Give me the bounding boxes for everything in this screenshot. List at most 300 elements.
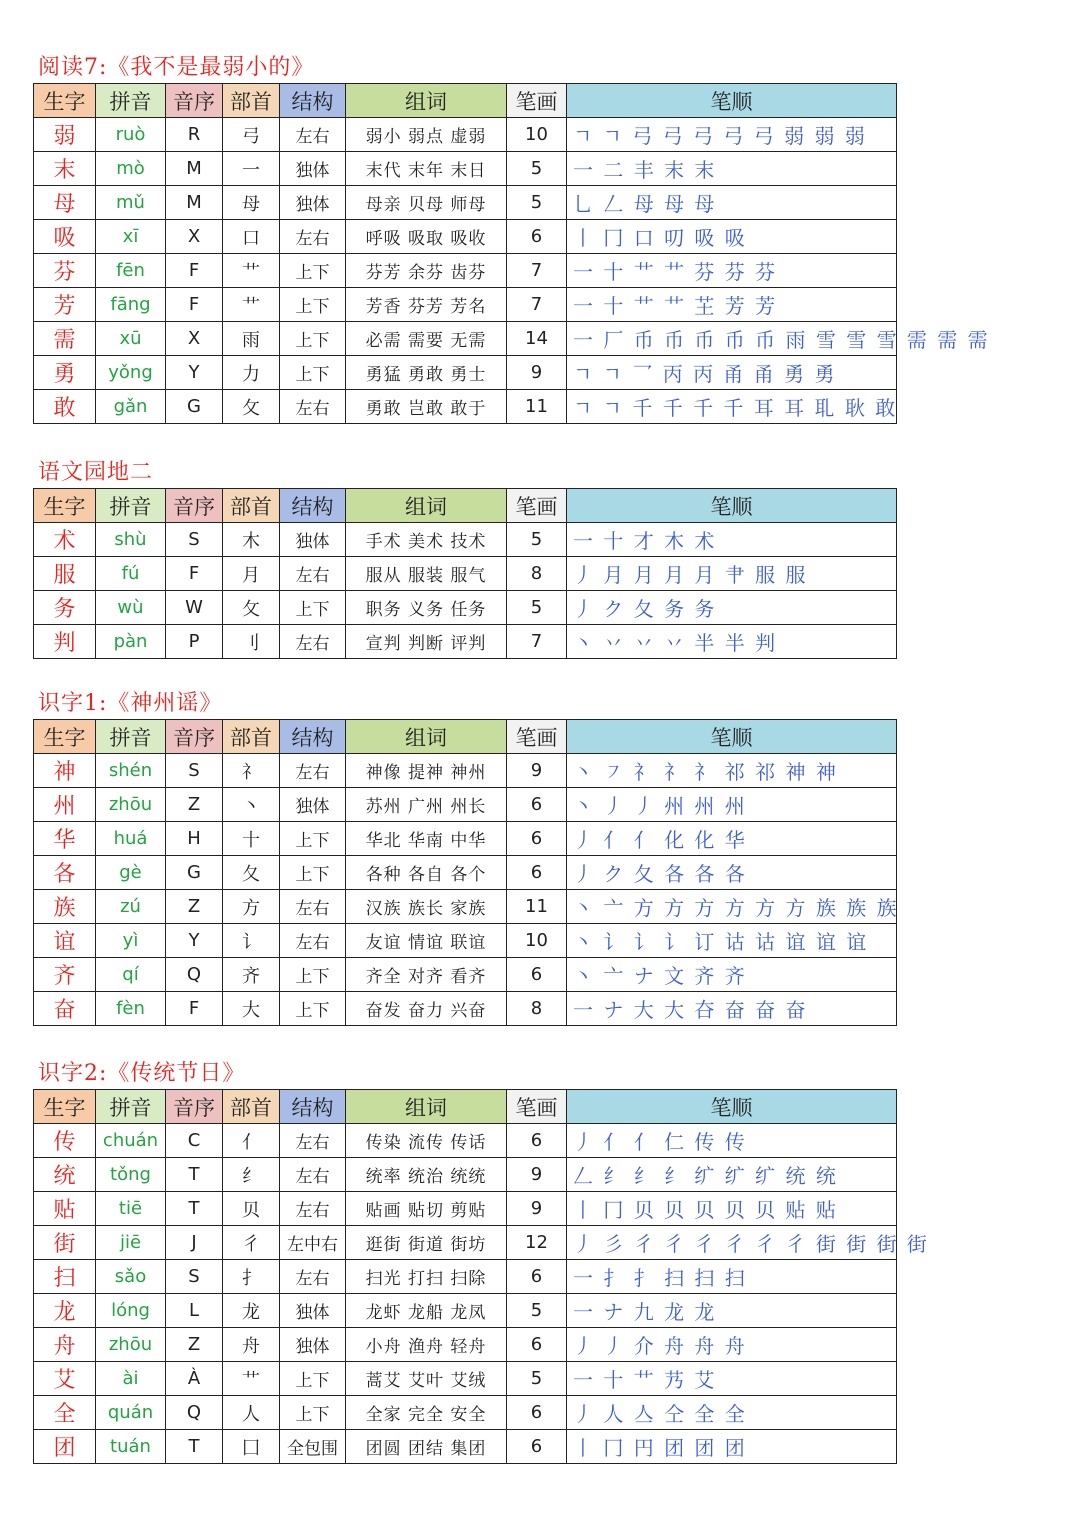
header-radical: 部首: [223, 1090, 280, 1124]
table-row: [34, 1158, 897, 1192]
character-cell: 州: [34, 788, 96, 822]
words-cell: 宣判 判断 评判: [346, 625, 507, 659]
words-cell: 友谊 情谊 联谊: [346, 924, 507, 958]
table-row: [34, 924, 897, 958]
words-cell: 神像 提神 神州: [346, 754, 507, 788]
header-stroke-order: 笔顺: [567, 489, 897, 523]
initial-cell: F: [166, 288, 223, 322]
header-character: 生字: [34, 84, 96, 118]
section-title: 识字2:《传统节日》: [38, 1061, 246, 1086]
stroke-count-cell: 11: [507, 890, 567, 924]
initial-cell: Z: [166, 890, 223, 924]
character-cell: 各: [34, 856, 96, 890]
character-cell: 术: [34, 523, 96, 557]
pinyin-cell: gè: [96, 856, 166, 890]
initial-cell: G: [166, 856, 223, 890]
stroke-order-cell: 丶 亠 方 方 方 方 方 方 族 族 族: [567, 890, 897, 924]
radical-cell: 扌: [223, 1260, 280, 1294]
initial-cell: Z: [166, 788, 223, 822]
words-cell: 职务 义务 任务: [346, 591, 507, 625]
structure-cell: 上下: [280, 288, 346, 322]
stroke-count-cell: 9: [507, 356, 567, 390]
header-stroke-count: 笔画: [507, 1090, 567, 1124]
radical-cell: 贝: [223, 1192, 280, 1226]
header-stroke-count: 笔画: [507, 84, 567, 118]
character-cell: 艾: [34, 1362, 96, 1396]
character-cell: 奋: [34, 992, 96, 1026]
header-words: 组词: [346, 84, 507, 118]
initial-cell: F: [166, 254, 223, 288]
pinyin-cell: fēn: [96, 254, 166, 288]
initial-cell: F: [166, 992, 223, 1026]
initial-cell: S: [166, 523, 223, 557]
table-header-row: [34, 1090, 897, 1124]
pinyin-cell: pàn: [96, 625, 166, 659]
radical-cell: 亻: [223, 1124, 280, 1158]
header-initial: 音序: [166, 84, 223, 118]
header-pinyin: 拼音: [96, 489, 166, 523]
initial-cell: À: [166, 1362, 223, 1396]
structure-cell: 左中右: [280, 1226, 346, 1260]
stroke-count-cell: 10: [507, 118, 567, 152]
structure-cell: 上下: [280, 322, 346, 356]
radical-cell: 一: [223, 152, 280, 186]
stroke-order-cell: 丿 ク 夂 各 各 各: [567, 856, 897, 890]
stroke-order-cell: 丶 丿 丿 州 州 州: [567, 788, 897, 822]
words-cell: 传染 流传 传话: [346, 1124, 507, 1158]
stroke-count-cell: 7: [507, 288, 567, 322]
stroke-order-cell: ㄱ ㄱ 弓 弓 弓 弓 弓 弱 弱 弱: [567, 118, 897, 152]
stroke-count-cell: 9: [507, 1192, 567, 1226]
words-cell: 全家 完全 安全: [346, 1396, 507, 1430]
initial-cell: F: [166, 557, 223, 591]
stroke-count-cell: 8: [507, 992, 567, 1026]
stroke-order-cell: 丿 人 亼 仝 全 全: [567, 1396, 897, 1430]
stroke-count-cell: 9: [507, 1158, 567, 1192]
initial-cell: C: [166, 1124, 223, 1158]
header-structure: 结构: [280, 489, 346, 523]
words-cell: 统率 统治 统统: [346, 1158, 507, 1192]
stroke-order-cell: 一 厂 币 币 币 币 币 雨 雪 雪 雪 需 需 需: [567, 322, 897, 356]
table-row: [34, 1226, 897, 1260]
stroke-count-cell: 5: [507, 186, 567, 220]
character-cell: 判: [34, 625, 96, 659]
stroke-order-cell: 丿 亻 亻 仁 传 传: [567, 1124, 897, 1158]
table-row: [34, 890, 897, 924]
initial-cell: T: [166, 1192, 223, 1226]
table-row: [34, 1430, 897, 1464]
section-title: 阅读7:《我不是最弱小的》: [38, 55, 315, 80]
radical-cell: 雨: [223, 322, 280, 356]
pinyin-cell: lóng: [96, 1294, 166, 1328]
pinyin-cell: fāng: [96, 288, 166, 322]
section-title: 识字1:《神州谣》: [38, 691, 223, 716]
stroke-order-cell: 丶 亠 ナ 文 齐 齐: [567, 958, 897, 992]
stroke-count-cell: 5: [507, 523, 567, 557]
radical-cell: 母: [223, 186, 280, 220]
character-cell: 服: [34, 557, 96, 591]
character-cell: 敢: [34, 390, 96, 424]
header-initial: 音序: [166, 1090, 223, 1124]
header-stroke-count: 笔画: [507, 489, 567, 523]
words-cell: 齐全 对齐 看齐: [346, 958, 507, 992]
character-table: [33, 83, 990, 424]
character-cell: 舟: [34, 1328, 96, 1362]
stroke-count-cell: 6: [507, 1396, 567, 1430]
initial-cell: H: [166, 822, 223, 856]
initial-cell: P: [166, 625, 223, 659]
structure-cell: 上下: [280, 958, 346, 992]
radical-cell: 木: [223, 523, 280, 557]
character-cell: 吸: [34, 220, 96, 254]
initial-cell: J: [166, 1226, 223, 1260]
pinyin-cell: ài: [96, 1362, 166, 1396]
character-cell: 末: [34, 152, 96, 186]
table-row: [34, 1260, 897, 1294]
radical-cell: 十: [223, 822, 280, 856]
words-cell: 苏州 广州 州长: [346, 788, 507, 822]
radical-cell: 人: [223, 1396, 280, 1430]
stroke-order-cell: 丨 冂 円 团 团 团: [567, 1430, 897, 1464]
stroke-count-cell: 12: [507, 1226, 567, 1260]
structure-cell: 左右: [280, 557, 346, 591]
initial-cell: G: [166, 390, 223, 424]
initial-cell: Q: [166, 1396, 223, 1430]
structure-cell: 左右: [280, 220, 346, 254]
stroke-count-cell: 7: [507, 254, 567, 288]
header-character: 生字: [34, 489, 96, 523]
table-row: [34, 356, 897, 390]
structure-cell: 上下: [280, 856, 346, 890]
pinyin-cell: fú: [96, 557, 166, 591]
radical-cell: 艹: [223, 288, 280, 322]
radical-cell: 囗: [223, 1430, 280, 1464]
stroke-count-cell: 6: [507, 958, 567, 992]
table-header-row: [34, 84, 897, 118]
character-cell: 全: [34, 1396, 96, 1430]
header-stroke-order: 笔顺: [567, 1090, 897, 1124]
header-words: 组词: [346, 720, 507, 754]
header-radical: 部首: [223, 720, 280, 754]
table-row: [34, 220, 897, 254]
words-cell: 末代 末年 末日: [346, 152, 507, 186]
words-cell: 扫光 打扫 扫除: [346, 1260, 507, 1294]
pinyin-cell: mǔ: [96, 186, 166, 220]
pinyin-cell: huá: [96, 822, 166, 856]
radical-cell: 丶: [223, 788, 280, 822]
stroke-order-cell: 丨 冂 口 叨 吸 吸: [567, 220, 897, 254]
stroke-order-cell: 丶 丷 丷 丷 半 半 判: [567, 625, 897, 659]
initial-cell: Y: [166, 924, 223, 958]
table-row: [34, 152, 897, 186]
pinyin-cell: fèn: [96, 992, 166, 1026]
pinyin-cell: yǒng: [96, 356, 166, 390]
table-header-row: [34, 720, 897, 754]
table-row: [34, 557, 897, 591]
header-words: 组词: [346, 489, 507, 523]
stroke-order-cell: 丿 月 月 月 月 肀 服 服: [567, 557, 897, 591]
radical-cell: 大: [223, 992, 280, 1026]
character-cell: 族: [34, 890, 96, 924]
header-radical: 部首: [223, 84, 280, 118]
words-cell: 勇猛 勇敢 勇士: [346, 356, 507, 390]
radical-cell: 口: [223, 220, 280, 254]
stroke-order-cell: 丶 ㇇ 礻 礻 礻 祁 祁 神 神: [567, 754, 897, 788]
character-cell: 团: [34, 1430, 96, 1464]
pinyin-cell: zhōu: [96, 1328, 166, 1362]
stroke-order-cell: 𠃋 纟 纟 纟 纩 纩 纩 统 统: [567, 1158, 897, 1192]
table-row: [34, 1362, 897, 1396]
structure-cell: 独体: [280, 1294, 346, 1328]
stroke-order-cell: 一 二 丰 末 末: [567, 152, 897, 186]
table-row: [34, 625, 897, 659]
structure-cell: 上下: [280, 356, 346, 390]
section-title: 语文园地二: [38, 460, 154, 485]
radical-cell: 力: [223, 356, 280, 390]
stroke-order-cell: 乚 𠃋 母 母 母: [567, 186, 897, 220]
character-cell: 传: [34, 1124, 96, 1158]
lesson-section: [33, 458, 896, 659]
stroke-order-cell: 一 十 艹 艹 芏 芳 芳: [567, 288, 897, 322]
stroke-order-cell: 丿 丿 介 舟 舟 舟: [567, 1328, 897, 1362]
radical-cell: 刂: [223, 625, 280, 659]
stroke-order-cell: 丿 亻 亻 化 化 华: [567, 822, 897, 856]
stroke-count-cell: 6: [507, 1124, 567, 1158]
stroke-count-cell: 6: [507, 1328, 567, 1362]
pinyin-cell: shù: [96, 523, 166, 557]
stroke-count-cell: 14: [507, 322, 567, 356]
words-cell: 呼吸 吸取 吸收: [346, 220, 507, 254]
character-cell: 街: [34, 1226, 96, 1260]
words-cell: 服从 服装 服气: [346, 557, 507, 591]
words-cell: 必需 需要 无需: [346, 322, 507, 356]
pinyin-cell: shén: [96, 754, 166, 788]
initial-cell: Q: [166, 958, 223, 992]
initial-cell: S: [166, 754, 223, 788]
initial-cell: W: [166, 591, 223, 625]
initial-cell: X: [166, 220, 223, 254]
words-cell: 小舟 渔舟 轻舟: [346, 1328, 507, 1362]
header-stroke-count: 笔画: [507, 720, 567, 754]
character-cell: 谊: [34, 924, 96, 958]
pinyin-cell: zhōu: [96, 788, 166, 822]
table-row: [34, 1124, 897, 1158]
initial-cell: S: [166, 1260, 223, 1294]
pinyin-cell: mò: [96, 152, 166, 186]
initial-cell: Z: [166, 1328, 223, 1362]
table-row: [34, 1294, 897, 1328]
table-row: [34, 288, 897, 322]
pinyin-cell: tuán: [96, 1430, 166, 1464]
character-cell: 神: [34, 754, 96, 788]
initial-cell: T: [166, 1158, 223, 1192]
words-cell: 汉族 族长 家族: [346, 890, 507, 924]
structure-cell: 左右: [280, 1260, 346, 1294]
radical-cell: 龙: [223, 1294, 280, 1328]
initial-cell: M: [166, 186, 223, 220]
radical-cell: 攵: [223, 390, 280, 424]
structure-cell: 全包围: [280, 1430, 346, 1464]
pinyin-cell: wù: [96, 591, 166, 625]
character-cell: 母: [34, 186, 96, 220]
radical-cell: 方: [223, 890, 280, 924]
words-cell: 团圆 团结 集团: [346, 1430, 507, 1464]
pinyin-cell: xū: [96, 322, 166, 356]
table-row: [34, 186, 897, 220]
radical-cell: 夂: [223, 856, 280, 890]
header-pinyin: 拼音: [96, 720, 166, 754]
words-cell: 龙虾 龙船 龙凤: [346, 1294, 507, 1328]
table-row: [34, 254, 897, 288]
table-row: [34, 788, 897, 822]
words-cell: 勇敢 岂敢 敢于: [346, 390, 507, 424]
character-cell: 勇: [34, 356, 96, 390]
table-row: [34, 856, 897, 890]
words-cell: 手术 美术 技术: [346, 523, 507, 557]
initial-cell: R: [166, 118, 223, 152]
words-cell: 蒿艾 艾叶 艾绒: [346, 1362, 507, 1396]
table-row: [34, 591, 897, 625]
character-cell: 扫: [34, 1260, 96, 1294]
structure-cell: 独体: [280, 788, 346, 822]
lesson-section: [33, 1059, 929, 1464]
radical-cell: 舟: [223, 1328, 280, 1362]
stroke-order-cell: 一 十 才 木 术: [567, 523, 897, 557]
pinyin-cell: chuán: [96, 1124, 166, 1158]
header-initial: 音序: [166, 720, 223, 754]
stroke-order-cell: 一 扌 扌 扫 扫 扫: [567, 1260, 897, 1294]
character-table: [33, 1089, 929, 1464]
stroke-count-cell: 5: [507, 1362, 567, 1396]
words-cell: 华北 华南 中华: [346, 822, 507, 856]
structure-cell: 左右: [280, 118, 346, 152]
stroke-order-cell: 丿 ク 夂 务 务: [567, 591, 897, 625]
words-cell: 芳香 芬芳 芳名: [346, 288, 507, 322]
header-words: 组词: [346, 1090, 507, 1124]
initial-cell: T: [166, 1430, 223, 1464]
character-cell: 芳: [34, 288, 96, 322]
pinyin-cell: tǒng: [96, 1158, 166, 1192]
stroke-order-cell: 一 ナ 大 大 夻 奋 奋 奋: [567, 992, 897, 1026]
table-header-row: [34, 489, 897, 523]
structure-cell: 上下: [280, 822, 346, 856]
stroke-order-cell: 丿 彡 彳 彳 彳 彳 彳 彳 街 街 街 街: [567, 1226, 897, 1260]
table-row: [34, 822, 897, 856]
stroke-order-cell: 丶 讠 讠 讠 订 诂 诂 谊 谊 谊: [567, 924, 897, 958]
character-cell: 贴: [34, 1192, 96, 1226]
radical-cell: 礻: [223, 754, 280, 788]
character-cell: 龙: [34, 1294, 96, 1328]
structure-cell: 上下: [280, 591, 346, 625]
stroke-count-cell: 11: [507, 390, 567, 424]
words-cell: 逛街 街道 街坊: [346, 1226, 507, 1260]
header-radical: 部首: [223, 489, 280, 523]
table-row: [34, 523, 897, 557]
words-cell: 各种 各自 各个: [346, 856, 507, 890]
stroke-order-cell: 一 十 艹 艿 艾: [567, 1362, 897, 1396]
header-pinyin: 拼音: [96, 84, 166, 118]
radical-cell: 讠: [223, 924, 280, 958]
pinyin-cell: xī: [96, 220, 166, 254]
structure-cell: 左右: [280, 1192, 346, 1226]
structure-cell: 独体: [280, 523, 346, 557]
stroke-count-cell: 5: [507, 1294, 567, 1328]
structure-cell: 上下: [280, 1362, 346, 1396]
stroke-order-cell: ㄱ ㄱ 乛 丙 丙 甬 甬 勇 勇: [567, 356, 897, 390]
stroke-count-cell: 10: [507, 924, 567, 958]
header-initial: 音序: [166, 489, 223, 523]
header-structure: 结构: [280, 84, 346, 118]
pinyin-cell: qí: [96, 958, 166, 992]
radical-cell: 弓: [223, 118, 280, 152]
character-table: [33, 488, 897, 659]
initial-cell: M: [166, 152, 223, 186]
lesson-section: [33, 53, 990, 424]
radical-cell: 齐: [223, 958, 280, 992]
character-cell: 弱: [34, 118, 96, 152]
header-character: 生字: [34, 1090, 96, 1124]
structure-cell: 左右: [280, 1158, 346, 1192]
stroke-count-cell: 7: [507, 625, 567, 659]
radical-cell: 彳: [223, 1226, 280, 1260]
pinyin-cell: sǎo: [96, 1260, 166, 1294]
table-row: [34, 1192, 897, 1226]
table-row: [34, 754, 897, 788]
pinyin-cell: jiē: [96, 1226, 166, 1260]
table-row: [34, 322, 897, 356]
table-row: [34, 390, 897, 424]
pinyin-cell: zú: [96, 890, 166, 924]
character-cell: 华: [34, 822, 96, 856]
structure-cell: 上下: [280, 992, 346, 1026]
character-cell: 务: [34, 591, 96, 625]
header-structure: 结构: [280, 720, 346, 754]
initial-cell: X: [166, 322, 223, 356]
stroke-count-cell: 6: [507, 822, 567, 856]
radical-cell: 纟: [223, 1158, 280, 1192]
stroke-order-cell: 一 十 艹 艹 芬 芬 芬: [567, 254, 897, 288]
stroke-order-cell: 一 ナ 九 龙 龙: [567, 1294, 897, 1328]
character-cell: 齐: [34, 958, 96, 992]
header-pinyin: 拼音: [96, 1090, 166, 1124]
structure-cell: 左右: [280, 390, 346, 424]
stroke-count-cell: 6: [507, 788, 567, 822]
structure-cell: 左右: [280, 924, 346, 958]
radical-cell: 月: [223, 557, 280, 591]
words-cell: 奋发 奋力 兴奋: [346, 992, 507, 1026]
structure-cell: 独体: [280, 1328, 346, 1362]
radical-cell: 艹: [223, 254, 280, 288]
stroke-count-cell: 5: [507, 152, 567, 186]
stroke-count-cell: 6: [507, 1260, 567, 1294]
pinyin-cell: gǎn: [96, 390, 166, 424]
stroke-count-cell: 5: [507, 591, 567, 625]
table-row: [34, 958, 897, 992]
structure-cell: 独体: [280, 152, 346, 186]
table-row: [34, 992, 897, 1026]
structure-cell: 上下: [280, 1396, 346, 1430]
stroke-count-cell: 6: [507, 856, 567, 890]
table-row: [34, 1328, 897, 1362]
initial-cell: L: [166, 1294, 223, 1328]
header-character: 生字: [34, 720, 96, 754]
pinyin-cell: tiē: [96, 1192, 166, 1226]
character-cell: 统: [34, 1158, 96, 1192]
stroke-count-cell: 8: [507, 557, 567, 591]
table-row: [34, 118, 897, 152]
lesson-section: [33, 689, 899, 1026]
structure-cell: 左右: [280, 1124, 346, 1158]
